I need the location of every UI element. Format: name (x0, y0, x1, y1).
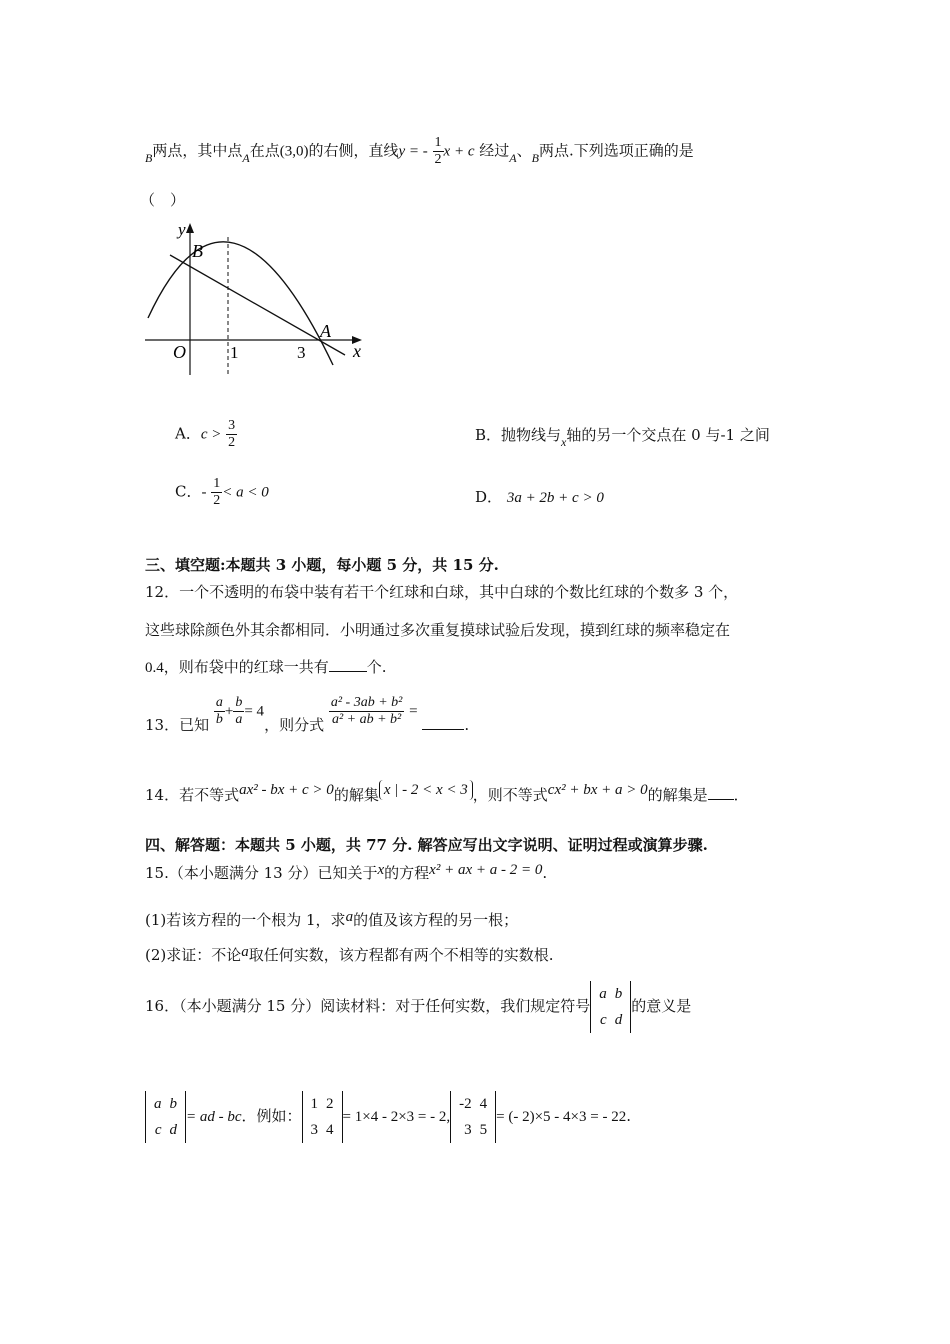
definition-determinant: a b c d (145, 1091, 186, 1143)
text: 经过 (479, 141, 510, 160)
y-label: y (178, 220, 186, 239)
option-d: D． 3a + 2b + c > 0 (475, 488, 604, 506)
tick-3-label: 3 (297, 343, 306, 362)
line-eq-lhs: y = - (398, 143, 428, 160)
y-axis-arrow (186, 223, 194, 233)
q12-line2: 这些球除颜色外其余都相同．小明通过多次重复摸球试验后发现，摸到红球的频率稳定在 (145, 621, 731, 639)
q11-tail-line (145, 135, 694, 168)
section-4-title: 四、解答题：本题共 5 小题，共 77 分. 解答应写出文字说明、证明过程或演算步骤. (145, 836, 708, 854)
q14: 14．若不等式ax² - bx + c > 0的解集 x | - 2 < x < 3 ，则不等式cx² + bx + a > 0的解集是 ． (145, 782, 749, 804)
point-a: A (242, 150, 250, 165)
o-label: O (173, 342, 186, 362)
q15-part2: (2)求证：不论a取任何实数，该方程都有两个不相等的实数根. (145, 944, 554, 964)
example1-determinant: 1 2 3 4 (302, 1091, 343, 1143)
text: 在点 (249, 141, 280, 160)
answer-blank[interactable] (422, 715, 464, 730)
point-3-0: (3,0) (279, 143, 309, 160)
point-b: B (145, 150, 153, 165)
option-b: B．抛物线与$_x$轴的另一个交点在 0 与-1 之间 (475, 426, 770, 449)
q16-definition: a b c d = ad - bc．例如： 1 2 3 4 = 1×4 - 2×3 = - 2, -2 4 3 5 = (- 2)×5 - 4×3 = - 22. (145, 1090, 631, 1143)
symbol-determinant: a b c d (590, 981, 631, 1033)
answer-blank[interactable] (708, 785, 734, 800)
text: 、 (516, 141, 532, 160)
answer-parens: （ ） (140, 191, 186, 209)
q12-line1: 12．一个不透明的布袋中装有若干个红球和白球，其中白球的个数比红球的个数多 3 个， (145, 583, 739, 601)
b-label: B (192, 241, 203, 261)
big-fraction: $\frac{\text{a² - 3ab + b²}}{\text{a² + ab + b²}}$ (330, 695, 403, 727)
point-a: A (509, 150, 517, 165)
q13: 13．已知 $\frac{a}{b}$ + $\frac{b}{a}$ = 4，则分式 $\frac{\text{a² - 3ab + b²}}{\text{a² + ab + b²}}$ = . (145, 695, 470, 734)
point-b: B (531, 150, 539, 165)
half-fraction: $\frac{1}{2}$ (434, 135, 442, 167)
fraction-b-a: $\frac{b}{a}$ (235, 695, 243, 727)
fraction-1-2: $\frac{1}{2}$ (213, 476, 221, 508)
tick-1-label: 1 (230, 343, 239, 362)
solution-set: x | - 2 < x < 3 (379, 780, 473, 800)
text: 两点，其中点 (152, 141, 243, 160)
q12-line3: 0.4，则布袋中的红球一共有 个. (145, 658, 387, 676)
text: 的右侧，直线 (308, 141, 399, 160)
q15-head: 15.（本小题满分 13 分）已知关于x的方程x² + ax + a - 2 = 0. (145, 862, 548, 882)
section-3-title: 三、填空题:本题共 3 小题，每小题 5 分，共 15 分. (145, 556, 499, 574)
x-label: x (353, 341, 361, 361)
answer-blank[interactable] (329, 657, 367, 672)
option-c: C．- $\frac{1}{2}$ < a < 0 (175, 476, 269, 508)
example2-determinant: -2 4 3 5 (450, 1091, 496, 1143)
fraction-3-2: $\frac{3}{2}$ (228, 418, 236, 450)
text: 两点.下列选项正确的是 (538, 141, 694, 160)
line-eq-rhs: x + c (443, 143, 475, 160)
q15-part1: (1)若该方程的一个根为 1，求a的值及该方程的另一根； (145, 909, 519, 929)
fraction-a-b: $\frac{a}{b}$ (215, 695, 223, 727)
q16-head: 16．（本小题满分 15 分）阅读材料：对于任何实数，我们规定符号 a b c d 的意义是 (145, 980, 691, 1033)
option-a: A．c > $\frac{3}{2}$ (175, 418, 236, 450)
parabola-graph (140, 215, 380, 385)
a-label: A (320, 321, 331, 341)
